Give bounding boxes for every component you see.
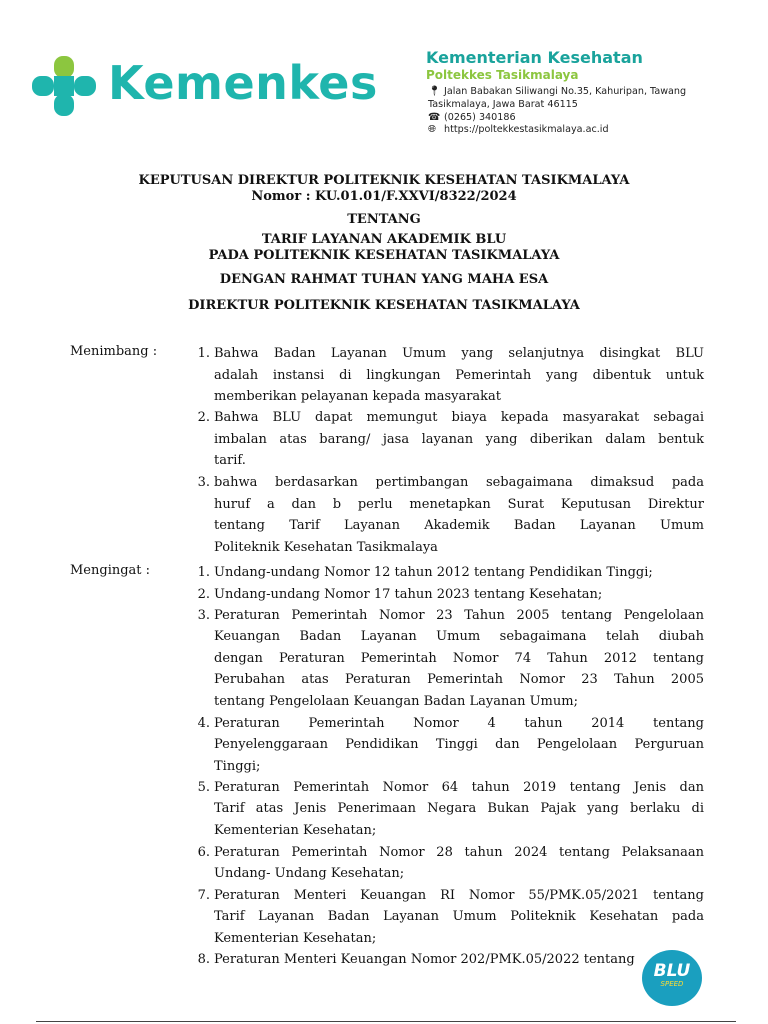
text-line: adalah instansi di lingkungan Pemerintah yang dibentuk untuk bbox=[214, 367, 704, 383]
blu-badge-subtitle: SPEED bbox=[660, 980, 684, 988]
list-item bbox=[186, 343, 704, 408]
text-line: Penyelenggaraan Pendidikan Tinggi dan Pengelolaan Perguruan bbox=[214, 737, 704, 753]
list-item-text bbox=[214, 885, 704, 949]
text-line: tentang Tarif Layanan Akademik Badan Layanan Umum bbox=[214, 518, 704, 534]
contact-block bbox=[428, 86, 686, 137]
phone-number: (0265) 340186 bbox=[444, 111, 516, 123]
list-item-number: 3. bbox=[197, 475, 210, 490]
text-line: Peraturan Pemerintah Nomor 64 tahun 2019 tentang Jenis dan bbox=[214, 780, 704, 795]
list-item bbox=[186, 713, 704, 777]
list-item bbox=[186, 777, 704, 841]
list-item-text bbox=[214, 949, 704, 970]
mengingat-label: Mengingat : bbox=[70, 563, 151, 578]
website-link[interactable]: https://poltekkestasikmalaya.ac.id bbox=[444, 124, 609, 136]
list-item bbox=[186, 472, 704, 559]
text-line: Tarif Layanan Badan Layanan Umum Politeknik Kesehatan pada bbox=[214, 909, 704, 925]
list-item-number: 7. bbox=[197, 888, 210, 903]
list-item-number: 2. bbox=[197, 410, 210, 425]
globe-icon: 🌐︎ bbox=[428, 124, 436, 136]
list-item bbox=[186, 949, 704, 970]
list-item-number: 2. bbox=[197, 587, 210, 602]
phone-icon: ☎ bbox=[428, 111, 441, 123]
school-name: Poltekkes Tasikmalaya bbox=[426, 68, 579, 82]
subject-line-2: PADA POLITEKNIK KESEHATAN TASIKMALAYA bbox=[208, 248, 560, 263]
logo-wordmark: Kemenkes bbox=[108, 56, 378, 110]
text-line: dengan Peraturan Pemerintah Nomor 74 Tahun 2012 tentang bbox=[214, 650, 704, 666]
text-line: Peraturan Pemerintah Nomor 4 tahun 2014 tentang bbox=[214, 716, 704, 731]
decree-header bbox=[0, 173, 768, 205]
list-item bbox=[186, 407, 704, 472]
text-line: imbalan atas barang/ jasa layanan yang diberikan dalam bentuk bbox=[214, 431, 704, 447]
menimbang-label: Menimbang : bbox=[70, 344, 158, 359]
kemenkes-emblem-icon bbox=[30, 54, 98, 118]
text-line: Peraturan Menteri Keuangan Nomor 202/PMK.05/2022 tentang bbox=[214, 952, 635, 967]
list-item-number: 3. bbox=[197, 608, 210, 623]
address-line-1: Jalan Babakan Siliwangi No.35, Kahuripan, Tawang bbox=[444, 86, 687, 97]
blu-speed-badge bbox=[642, 950, 702, 1006]
list-item bbox=[186, 842, 704, 885]
address-row bbox=[428, 86, 686, 99]
address-row-2 bbox=[428, 99, 686, 112]
phone-row bbox=[428, 112, 686, 125]
text-line: Bahwa Badan Layanan Umum yang selanjutnya disingkat BLU bbox=[214, 346, 704, 361]
text-line: Peraturan Pemerintah Nomor 28 tahun 2024 tentang Pelaksanaan bbox=[214, 845, 704, 860]
list-item-number: 5. bbox=[197, 780, 210, 795]
list-item-text bbox=[214, 584, 704, 605]
text-line: tarif. bbox=[214, 453, 246, 469]
decree-title: KEPUTUSAN DIREKTUR POLITEKNIK KESEHATAN TASIKMALAYA bbox=[138, 173, 630, 188]
text-line: Perubahan atas Peraturan Pemerintah Nomor 23 Tahun 2005 bbox=[214, 672, 704, 688]
text-line: Tinggi; bbox=[214, 758, 261, 774]
text-line: Kementerian Kesehatan; bbox=[214, 930, 377, 946]
list-item bbox=[186, 605, 704, 712]
subject-line-1: TARIF LAYANAN AKADEMIK BLU bbox=[261, 232, 507, 247]
decree-number: Nomor : KU.01.01/F.XXVI/8322/2024 bbox=[251, 189, 517, 204]
text-line: bahwa berdasarkan pertimbangan sebagaimana dimaksud pada bbox=[214, 475, 704, 490]
text-line: memberikan pelayanan kepada masyarakat bbox=[214, 389, 502, 405]
decree-subject bbox=[0, 232, 768, 264]
text-line: Politeknik Kesehatan Tasikmalaya bbox=[214, 540, 438, 556]
website-row bbox=[428, 124, 686, 137]
text-line: Keuangan Badan Layanan Umum sebagaimana telah diubah bbox=[214, 629, 704, 645]
decree-issuer: DIREKTUR POLITEKNIK KESEHATAN TASIKMALAYA bbox=[188, 298, 580, 313]
decree-blessing: DENGAN RAHMAT TUHAN YANG MAHA ESA bbox=[219, 272, 549, 287]
text-line: Peraturan Pemerintah Nomor 23 Tahun 2005 tentang Pengelolaan bbox=[214, 608, 704, 623]
list-item-number: 1. bbox=[197, 346, 210, 361]
list-item-text bbox=[214, 472, 704, 559]
text-line: Tarif atas Jenis Penerimaan Negara Bukan Pajak yang berlaku di bbox=[214, 801, 704, 817]
text-line: Undang-undang Nomor 17 tahun 2023 tentang Kesehatan; bbox=[214, 587, 603, 602]
list-item-text bbox=[214, 343, 704, 408]
list-item-text bbox=[214, 713, 704, 777]
list-item-number: 4. bbox=[197, 716, 210, 731]
blu-badge-title: BLU bbox=[653, 961, 691, 981]
text-line: Bahwa BLU dapat memungut biaya kepada masyarakat sebagai bbox=[214, 410, 704, 425]
kemenkes-logo bbox=[30, 54, 378, 118]
text-line: Peraturan Menteri Keuangan RI Nomor 55/PMK.05/2021 tentang bbox=[214, 888, 704, 903]
list-item-text bbox=[214, 605, 704, 712]
list-item-text bbox=[214, 562, 704, 583]
address-line-2: Tasikmalaya, Jawa Barat 46115 bbox=[428, 98, 578, 110]
list-item-text bbox=[214, 842, 704, 885]
list-item-number: 6. bbox=[197, 845, 210, 860]
footer-divider bbox=[36, 1021, 736, 1022]
list-item-number: 8. bbox=[197, 952, 210, 967]
decree-about: TENTANG bbox=[347, 212, 421, 227]
text-line: Kementerian Kesehatan; bbox=[214, 822, 377, 838]
list-item bbox=[186, 562, 704, 583]
list-item bbox=[186, 885, 704, 949]
text-line: huruf a dan b perlu menetapkan Surat Keputusan Direktur bbox=[214, 496, 704, 512]
location-pin-icon: 📍︎ bbox=[428, 86, 441, 97]
ministry-name: Kementerian Kesehatan bbox=[426, 48, 643, 67]
list-item-number: 1. bbox=[197, 565, 210, 580]
list-item-text bbox=[214, 777, 704, 841]
text-line: tentang Pengelolaan Keuangan Badan Layanan Umum; bbox=[214, 693, 578, 709]
list-item bbox=[186, 584, 704, 605]
text-line: Undang- Undang Kesehatan; bbox=[214, 866, 405, 882]
list-item-text bbox=[214, 407, 704, 472]
text-line: Undang-undang Nomor 12 tahun 2012 tentang Pendidikan Tinggi; bbox=[214, 565, 653, 580]
institution-header bbox=[426, 48, 643, 83]
